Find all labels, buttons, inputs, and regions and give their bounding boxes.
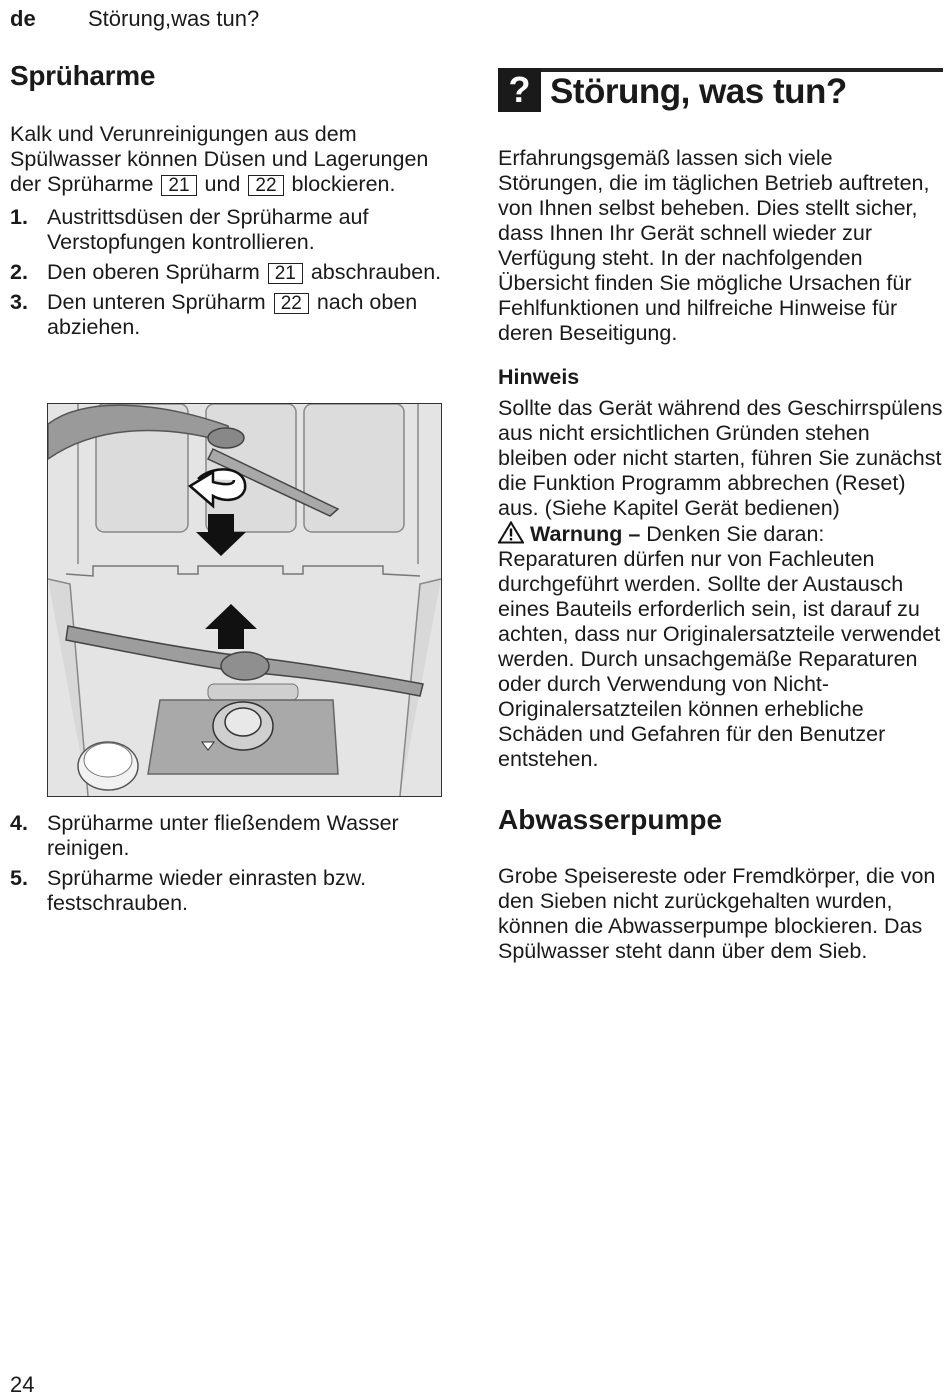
note-text: Sollte das Gerät während des Geschirrspülens aus nicht ersichtlichen Gründen stehen bleiben oder nicht starten, führen Sie zunächst die Funktion Programm abbrechen (Reset) aus. (Siehe Kapitel Gerät bedienen): [498, 396, 943, 520]
step-text: Sprüharme unter fließendem Wasser reinigen.: [47, 811, 399, 860]
left-column: [10, 60, 450, 345]
step-item: [10, 290, 450, 340]
step-number: 2.: [10, 260, 28, 284]
step-number: 3.: [10, 290, 28, 314]
step-item: [10, 866, 450, 916]
chapter-title: Störung, was tun?: [550, 72, 847, 111]
step-text: abschrauben.: [310, 260, 442, 284]
drain-pump-text: Grobe Speisereste oder Fremdkörper, die von den Sieben nicht zurückgehalten wurden, können die Abwasserpumpe blockieren. Das Spülwasser steht dann über dem Sieb.: [498, 864, 936, 963]
part-reference-box: 22: [248, 175, 283, 196]
chapter-header: [498, 60, 943, 120]
warning-block: [498, 521, 943, 772]
intro-text-3: blockieren.: [291, 172, 396, 196]
part-reference-box: 22: [274, 293, 309, 314]
intro-text-1: Kalk und Verunreinigungen aus dem Spülwasser können Düsen und Lagerungen der Sprüharme: [10, 122, 429, 196]
step-text: nach oben abziehen.: [47, 290, 418, 339]
step-item: [10, 260, 450, 285]
note-heading: Hinweis: [498, 365, 580, 389]
step-text: Den oberen Sprüharm: [47, 260, 260, 284]
troubleshooting-intro: Erfahrungsgemäß lassen sich viele Störungen, die im täglichen Betrieb auftreten, von Ihnen selbst beheben. Dies stellt sicher, dass Ihnen Ihr Gerät schnell wieder zur Verfügung steht. In der nachfolgenden Übersicht finden Sie mögliche Ursachen für Fehlfunktionen und hilfreiche Hinweise für deren Beseitigung.: [498, 146, 930, 345]
step-item: [10, 205, 450, 255]
right-column: [498, 60, 943, 964]
step-number: 5.: [10, 866, 28, 890]
step-number: 4.: [10, 811, 28, 835]
header-chapter-title: Störung,was tun?: [88, 6, 260, 31]
step-number: 1.: [10, 205, 28, 229]
section-heading-spray-arms: Sprüharme: [10, 60, 156, 91]
step-list-continued: [10, 811, 450, 921]
dishwasher-interior-drawing: [48, 404, 441, 796]
step-text: Den unteren Sprüharm: [47, 290, 266, 314]
warning-text: Denken Sie daran: Reparaturen dürfen nur von Fachleuten durchgeführt werden. Sollte der Austausch eines Bauteils erforderlich sein, ist darauf zu achten, dass nur Originalersatzteile verwendet werden. Durch unsachgemäße Reparaturen oder durch Verwendung von Nicht-Originalersatzteilen können erhebliche Schäden und Gefahren für den Benutzer entstehen.: [498, 522, 941, 771]
page-number: 24: [10, 1372, 35, 1397]
step-text: Sprüharme wieder einrasten bzw. festschrauben.: [47, 866, 367, 915]
spray-arm-removal-illustration: [47, 403, 442, 797]
step-text: Austrittsdüsen der Sprüharme auf Verstopfungen kontrollieren.: [47, 205, 369, 254]
part-reference-box: 21: [268, 263, 303, 284]
warning-label: Warnung –: [530, 522, 641, 546]
section-heading-drain-pump: Abwasserpumpe: [498, 804, 723, 835]
header-language: de: [10, 6, 36, 31]
question-mark-icon: ?: [498, 68, 541, 112]
step-list: [10, 205, 450, 340]
spray-arms-intro: [10, 122, 450, 197]
intro-text-2: und: [204, 172, 241, 196]
step-item: [10, 811, 450, 861]
warning-triangle-icon: [498, 521, 524, 544]
part-reference-box: 21: [161, 175, 196, 196]
